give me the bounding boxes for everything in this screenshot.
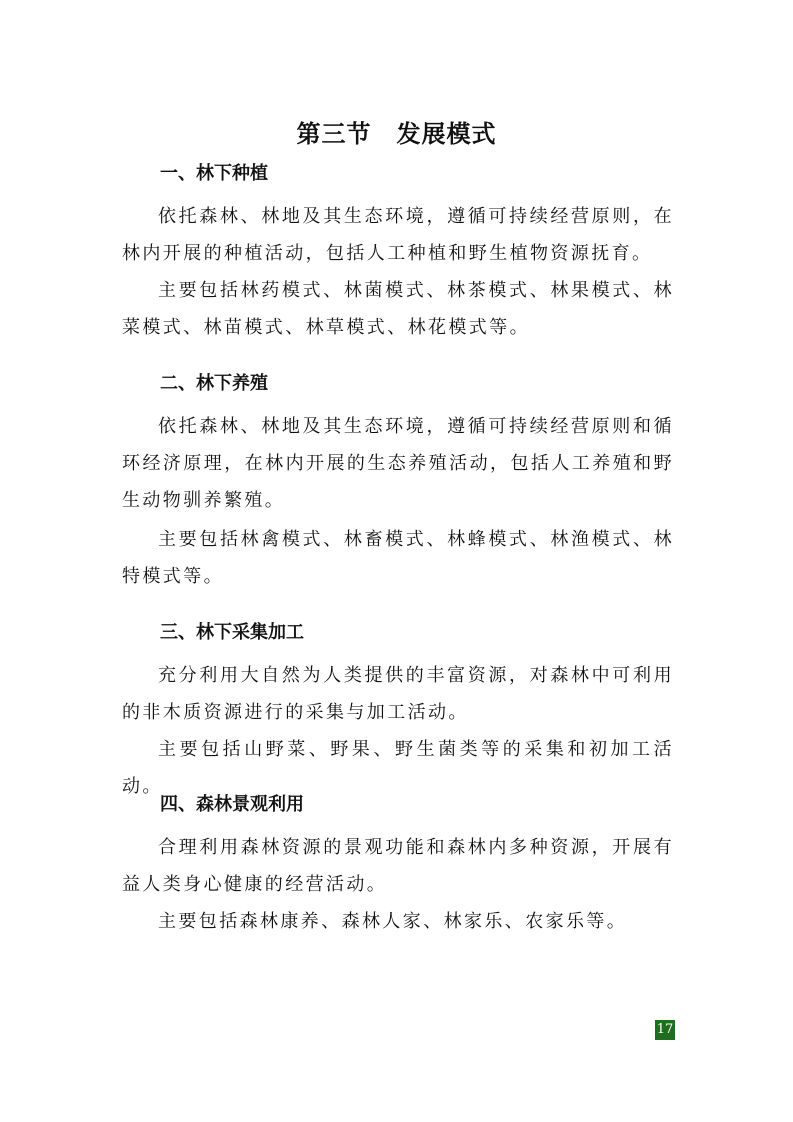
paragraph: 依托森林、林地及其生态环境，遵循可持续经营原则，在林内开展的种植活动，包括人工种植和野生植物资源抚育。 xyxy=(122,206,674,264)
section-heading-planting: 一、林下种植 xyxy=(160,163,268,184)
paragraph: 依托森林、林地及其生态环境，遵循可持续经营原则和循环经济原理，在林内开展的生态养殖活动，包括人工养殖和野生动物驯养繁殖。 xyxy=(122,416,674,511)
section-heading-collection-processing: 三、林下采集加工 xyxy=(160,622,304,643)
paragraph: 充分利用大自然为人类提供的丰富资源，对森林中可利用的非木质资源进行的采集与加工活动。 xyxy=(122,665,674,723)
page-number: 17 xyxy=(655,1020,675,1040)
paragraph: 主要包括林禽模式、林畜模式、林蜂模式、林渔模式、林特模式等。 xyxy=(122,529,674,587)
section-heading-breeding: 二、林下养殖 xyxy=(160,373,268,394)
paragraph: 合理利用森林资源的景观功能和森林内多种资源，开展有益人类身心健康的经营活动。 xyxy=(122,837,674,895)
paragraph: 主要包括森林康养、森林人家、林家乐、农家乐等。 xyxy=(158,911,628,932)
section-heading-landscape-use: 四、森林景观利用 xyxy=(160,794,304,815)
page-title: 第三节 发展模式 xyxy=(296,119,497,149)
paragraph: 主要包括林药模式、林菌模式、林茶模式、林果模式、林菜模式、林苗模式、林草模式、林花模式等。 xyxy=(122,280,674,338)
paragraph: 主要包括山野菜、野果、野生菌类等的采集和初加工活动。 xyxy=(122,739,674,797)
